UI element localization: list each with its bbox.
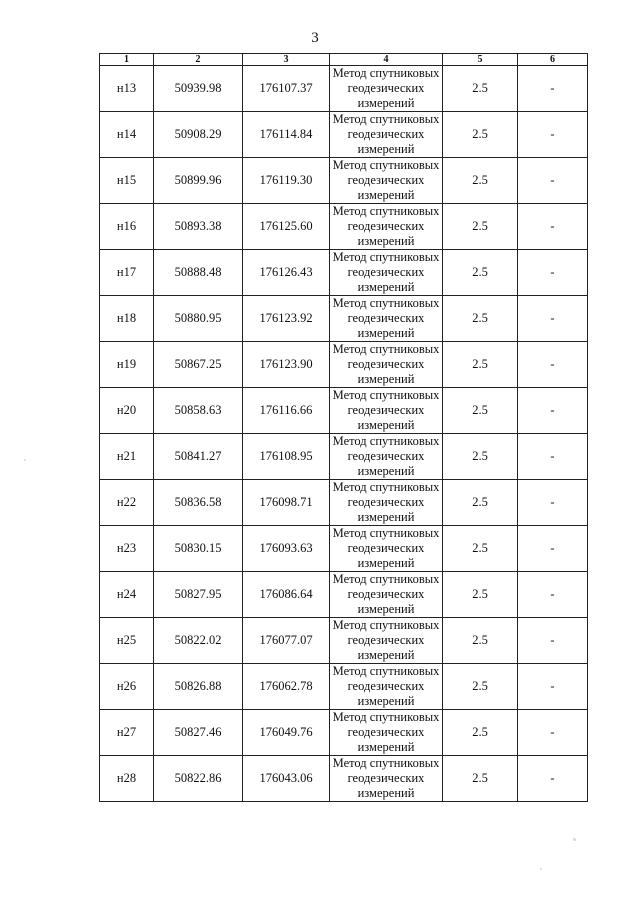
point-id-cell: н27 (100, 710, 154, 756)
table-row (100, 526, 588, 572)
x-coordinate-cell: 50899.96 (154, 158, 243, 204)
accuracy-cell: 2.5 (443, 480, 518, 526)
method-cell: Метод спутниковых геодезических измерений (330, 342, 443, 388)
note-cell: - (518, 158, 588, 204)
y-coordinate-cell: 176049.76 (243, 710, 330, 756)
accuracy-cell: 2.5 (443, 526, 518, 572)
y-coordinate-cell: 176107.37 (243, 66, 330, 112)
point-id-cell: н26 (100, 664, 154, 710)
method-cell: Метод спутниковых геодезических измерений (330, 388, 443, 434)
x-coordinate-cell: 50888.48 (154, 250, 243, 296)
y-coordinate-cell: 176043.06 (243, 756, 330, 802)
accuracy-cell: 2.5 (443, 250, 518, 296)
point-id-cell: н15 (100, 158, 154, 204)
accuracy-cell: 2.5 (443, 112, 518, 158)
method-cell: Метод спутниковых геодезических измерений (330, 434, 443, 480)
x-coordinate-cell: 50939.98 (154, 66, 243, 112)
x-coordinate-cell: 50858.63 (154, 388, 243, 434)
table-row (100, 342, 588, 388)
x-coordinate-cell: 50893.38 (154, 204, 243, 250)
method-cell: Метод спутниковых геодезических измерений (330, 66, 443, 112)
x-coordinate-cell: 50880.95 (154, 296, 243, 342)
note-cell: - (518, 526, 588, 572)
table-row (100, 664, 588, 710)
table-row (100, 756, 588, 802)
y-coordinate-cell: 176126.43 (243, 250, 330, 296)
point-id-cell: н21 (100, 434, 154, 480)
table-row (100, 158, 588, 204)
method-cell: Метод спутниковых геодезических измерений (330, 158, 443, 204)
note-cell: - (518, 204, 588, 250)
x-coordinate-cell: 50822.02 (154, 618, 243, 664)
y-coordinate-cell: 176114.84 (243, 112, 330, 158)
header-cell: 4 (330, 54, 443, 66)
accuracy-cell: 2.5 (443, 342, 518, 388)
table-row (100, 434, 588, 480)
method-cell: Метод спутниковых геодезических измерений (330, 526, 443, 572)
accuracy-cell: 2.5 (443, 158, 518, 204)
note-cell: - (518, 434, 588, 480)
header-cell: 2 (154, 54, 243, 66)
y-coordinate-cell: 176108.95 (243, 434, 330, 480)
scan-speck (573, 838, 576, 841)
x-coordinate-cell: 50827.46 (154, 710, 243, 756)
note-cell: - (518, 618, 588, 664)
y-coordinate-cell: 176119.30 (243, 158, 330, 204)
point-id-cell: н13 (100, 66, 154, 112)
x-coordinate-cell: 50836.58 (154, 480, 243, 526)
scan-speck (24, 459, 26, 461)
accuracy-cell: 2.5 (443, 710, 518, 756)
note-cell: - (518, 296, 588, 342)
note-cell: - (518, 66, 588, 112)
page-number: 3 (311, 30, 319, 46)
table-row (100, 572, 588, 618)
table-body (100, 66, 588, 802)
table-row (100, 480, 588, 526)
x-coordinate-cell: 50826.88 (154, 664, 243, 710)
header-cell: 1 (100, 54, 154, 66)
point-id-cell: н20 (100, 388, 154, 434)
method-cell: Метод спутниковых геодезических измерений (330, 572, 443, 618)
x-coordinate-cell: 50827.95 (154, 572, 243, 618)
table-row (100, 250, 588, 296)
header-cell: 6 (518, 54, 588, 66)
note-cell: - (518, 710, 588, 756)
point-id-cell: н25 (100, 618, 154, 664)
accuracy-cell: 2.5 (443, 572, 518, 618)
accuracy-cell: 2.5 (443, 204, 518, 250)
point-id-cell: н17 (100, 250, 154, 296)
scan-speck (540, 868, 542, 870)
method-cell: Метод спутниковых геодезических измерений (330, 756, 443, 802)
header-cell: 5 (443, 54, 518, 66)
point-id-cell: н24 (100, 572, 154, 618)
point-id-cell: н14 (100, 112, 154, 158)
x-coordinate-cell: 50908.29 (154, 112, 243, 158)
accuracy-cell: 2.5 (443, 664, 518, 710)
method-cell: Метод спутниковых геодезических измерений (330, 664, 443, 710)
method-cell: Метод спутниковых геодезических измерений (330, 250, 443, 296)
y-coordinate-cell: 176098.71 (243, 480, 330, 526)
point-id-cell: н23 (100, 526, 154, 572)
method-cell: Метод спутниковых геодезических измерений (330, 710, 443, 756)
header-row (100, 54, 588, 66)
note-cell: - (518, 342, 588, 388)
table-row (100, 204, 588, 250)
note-cell: - (518, 756, 588, 802)
note-cell: - (518, 480, 588, 526)
note-cell: - (518, 112, 588, 158)
method-cell: Метод спутниковых геодезических измерений (330, 296, 443, 342)
method-cell: Метод спутниковых геодезических измерений (330, 204, 443, 250)
method-cell: Метод спутниковых геодезических измерений (330, 112, 443, 158)
coordinates-table (99, 53, 588, 802)
header-cell: 3 (243, 54, 330, 66)
point-id-cell: н18 (100, 296, 154, 342)
x-coordinate-cell: 50830.15 (154, 526, 243, 572)
x-coordinate-cell: 50841.27 (154, 434, 243, 480)
method-cell: Метод спутниковых геодезических измерений (330, 480, 443, 526)
note-cell: - (518, 388, 588, 434)
y-coordinate-cell: 176125.60 (243, 204, 330, 250)
table-row (100, 66, 588, 112)
x-coordinate-cell: 50822.86 (154, 756, 243, 802)
note-cell: - (518, 664, 588, 710)
note-cell: - (518, 250, 588, 296)
y-coordinate-cell: 176123.92 (243, 296, 330, 342)
point-id-cell: н16 (100, 204, 154, 250)
y-coordinate-cell: 176062.78 (243, 664, 330, 710)
y-coordinate-cell: 176093.63 (243, 526, 330, 572)
accuracy-cell: 2.5 (443, 756, 518, 802)
point-id-cell: н19 (100, 342, 154, 388)
table-row (100, 618, 588, 664)
accuracy-cell: 2.5 (443, 296, 518, 342)
y-coordinate-cell: 176116.66 (243, 388, 330, 434)
method-cell: Метод спутниковых геодезических измерений (330, 618, 443, 664)
table-row (100, 710, 588, 756)
y-coordinate-cell: 176086.64 (243, 572, 330, 618)
table-row (100, 388, 588, 434)
accuracy-cell: 2.5 (443, 388, 518, 434)
accuracy-cell: 2.5 (443, 434, 518, 480)
point-id-cell: н22 (100, 480, 154, 526)
point-id-cell: н28 (100, 756, 154, 802)
table-row (100, 296, 588, 342)
y-coordinate-cell: 176077.07 (243, 618, 330, 664)
accuracy-cell: 2.5 (443, 66, 518, 112)
note-cell: - (518, 572, 588, 618)
table-row (100, 112, 588, 158)
y-coordinate-cell: 176123.90 (243, 342, 330, 388)
accuracy-cell: 2.5 (443, 618, 518, 664)
x-coordinate-cell: 50867.25 (154, 342, 243, 388)
